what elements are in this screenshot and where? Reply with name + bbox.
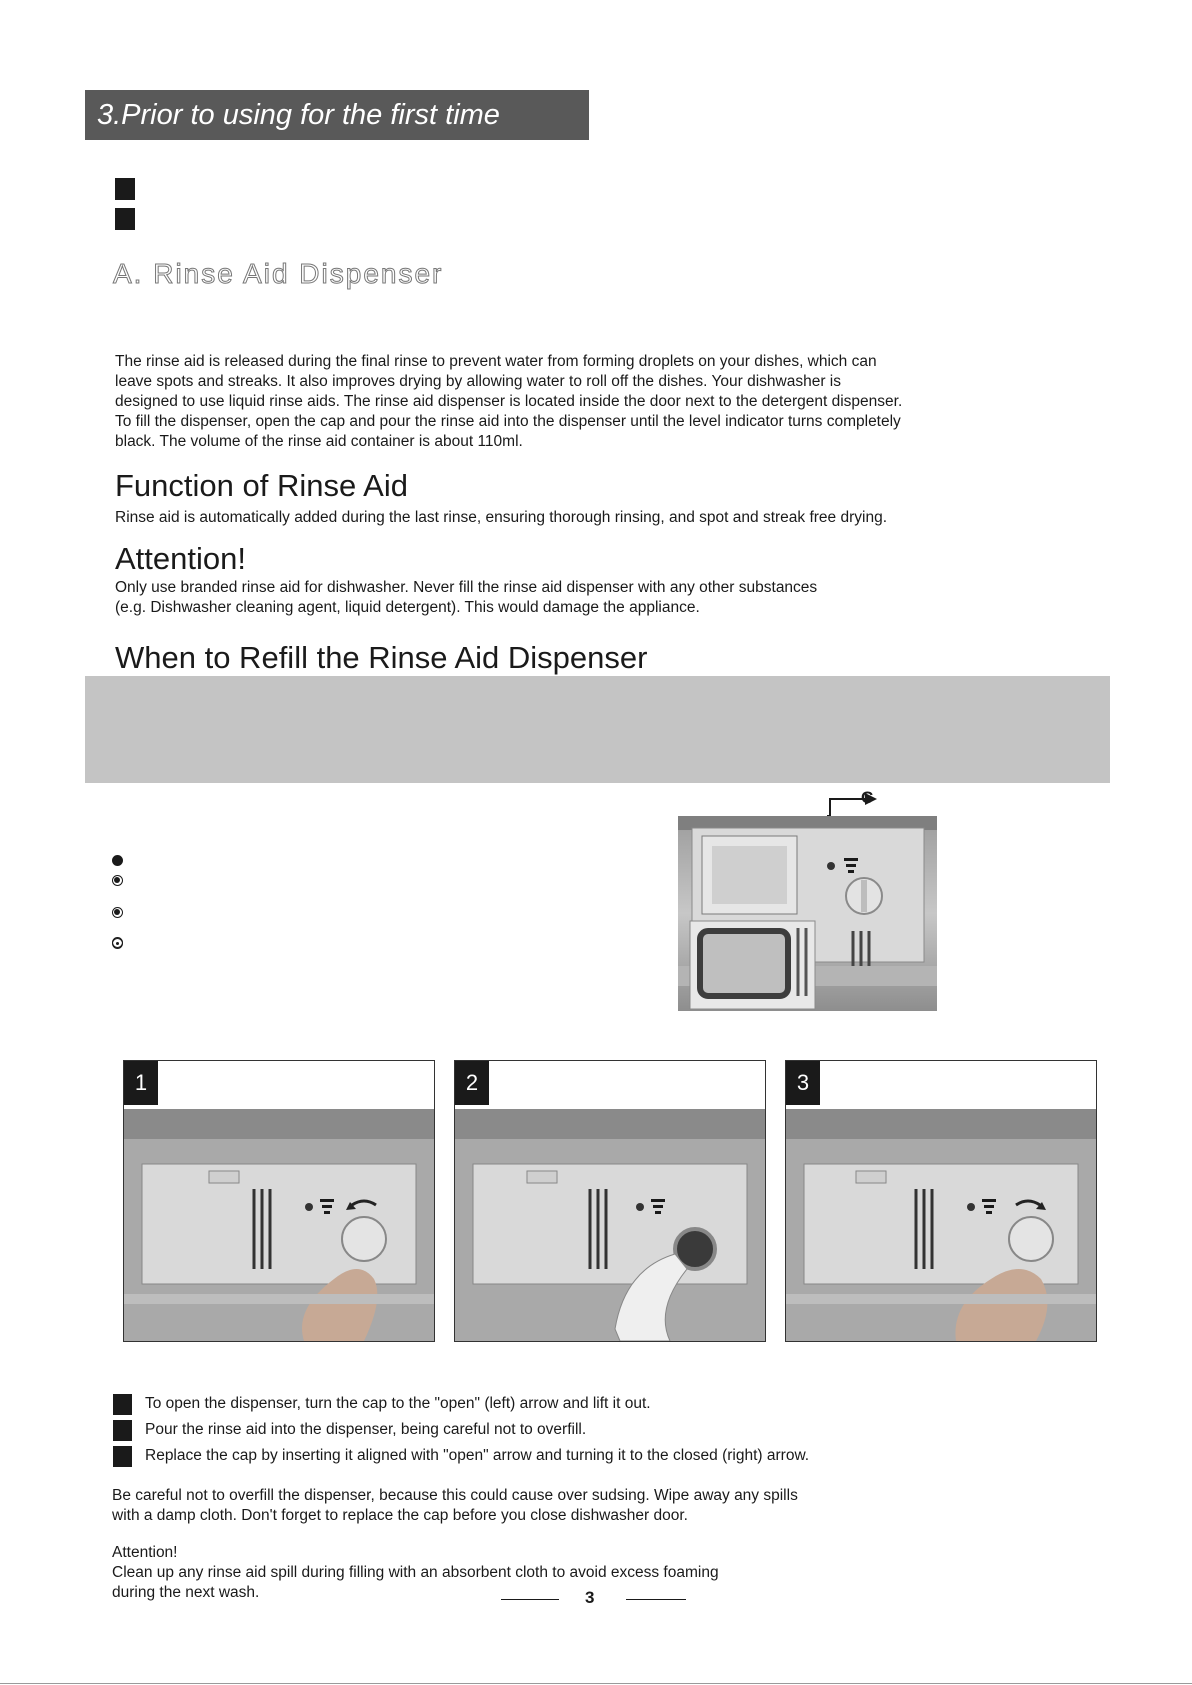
- indicator-full-icon: [112, 855, 123, 866]
- step-1-photo: [123, 1060, 435, 1342]
- indicator-half-icon: [112, 907, 123, 918]
- attention-heading: Attention!: [115, 541, 246, 576]
- step-1-number: 1: [124, 1061, 158, 1105]
- attention-2-line: Clean up any rinse aid spill during filling with an absorbent cloth to avoid excess foaming: [112, 1564, 719, 1581]
- instruction-1: To open the dispenser, turn the cap to the "open" (left) arrow and lift it out.: [145, 1395, 651, 1412]
- step-1-illustration: [124, 1109, 434, 1341]
- step-3-photo: [785, 1060, 1097, 1342]
- caution-line: with a damp cloth. Don't forget to replace the cap before you close dishwasher door.: [112, 1507, 688, 1524]
- step-3-number: 3: [786, 1061, 820, 1105]
- step-2-bullet: [113, 1420, 132, 1441]
- intro-line: To fill the dispenser, open the cap and pour the rinse aid into the dispenser until the level indicator turns completely: [115, 413, 901, 430]
- page-bottom-edge: [0, 1683, 1192, 1684]
- step-1-bullet: [113, 1394, 132, 1415]
- attention-2-line: during the next wash.: [112, 1584, 260, 1601]
- attention-line: Only use branded rinse aid for dishwasher. Never fill the rinse aid dispenser with any other substances: [115, 579, 818, 596]
- function-heading: Function of Rinse Aid: [115, 468, 408, 503]
- step-2-photo: [454, 1060, 766, 1342]
- caution-line: Be careful not to overfill the dispenser, because this could cause over sudsing. Wipe away any spills: [112, 1487, 798, 1504]
- indicator-empty-icon: [112, 937, 123, 948]
- step-3-illustration: [786, 1109, 1096, 1341]
- intro-line: leave spots and streaks. It also improves drying by allowing water to roll off the dishes. Your dishwasher is: [115, 373, 842, 390]
- subsection-title: A. Rinse Aid Dispenser: [113, 258, 444, 289]
- indicator-c-label: C: [861, 788, 874, 807]
- indicator-three-quarter-icon: [112, 875, 123, 886]
- attention-text: [115, 578, 817, 618]
- page-number: 3: [585, 1588, 595, 1607]
- attention-2-heading: Attention!: [112, 1544, 178, 1561]
- refill-heading: When to Refill the Rinse Aid Dispenser: [115, 640, 648, 675]
- attention-line: (e.g. Dishwasher cleaning agent, liquid detergent). This would damage the appliance.: [115, 599, 700, 616]
- black-square-marker: [115, 178, 135, 200]
- step-2-number: 2: [455, 1061, 489, 1105]
- caution-paragraph: [112, 1486, 798, 1526]
- pointer-arrow-icon: [825, 787, 885, 817]
- black-square-marker: [115, 208, 135, 230]
- instruction-3: Replace the cap by inserting it aligned with "open" arrow and turning it to the closed (right) arrow.: [145, 1447, 810, 1464]
- dispenser-photo: [678, 816, 937, 1011]
- attention-2-paragraph: [112, 1543, 719, 1603]
- intro-line: black. The volume of the rinse aid container is about 110ml.: [115, 433, 523, 450]
- intro-line: The rinse aid is released during the final rinse to prevent water from forming droplets on your dishes, which can: [115, 353, 877, 370]
- page-rule-left: [501, 1599, 559, 1600]
- step-3-bullet: [113, 1446, 132, 1467]
- function-text: Rinse aid is automatically added during the last rinse, ensuring thorough rinsing, and spot and streak free drying.: [115, 509, 888, 526]
- gray-band: [85, 676, 1110, 783]
- section-title: 3.Prior to using for the first time: [85, 90, 589, 140]
- page-rule-right: [626, 1599, 686, 1600]
- intro-line: designed to use liquid rinse aids. The rinse aid dispenser is located inside the door next to the detergent dispenser.: [115, 393, 903, 410]
- intro-paragraph: [115, 352, 902, 452]
- instruction-2: Pour the rinse aid into the dispenser, being careful not to overfill.: [145, 1421, 587, 1438]
- dispenser-illustration: [678, 816, 937, 1011]
- step-2-illustration: [455, 1109, 765, 1341]
